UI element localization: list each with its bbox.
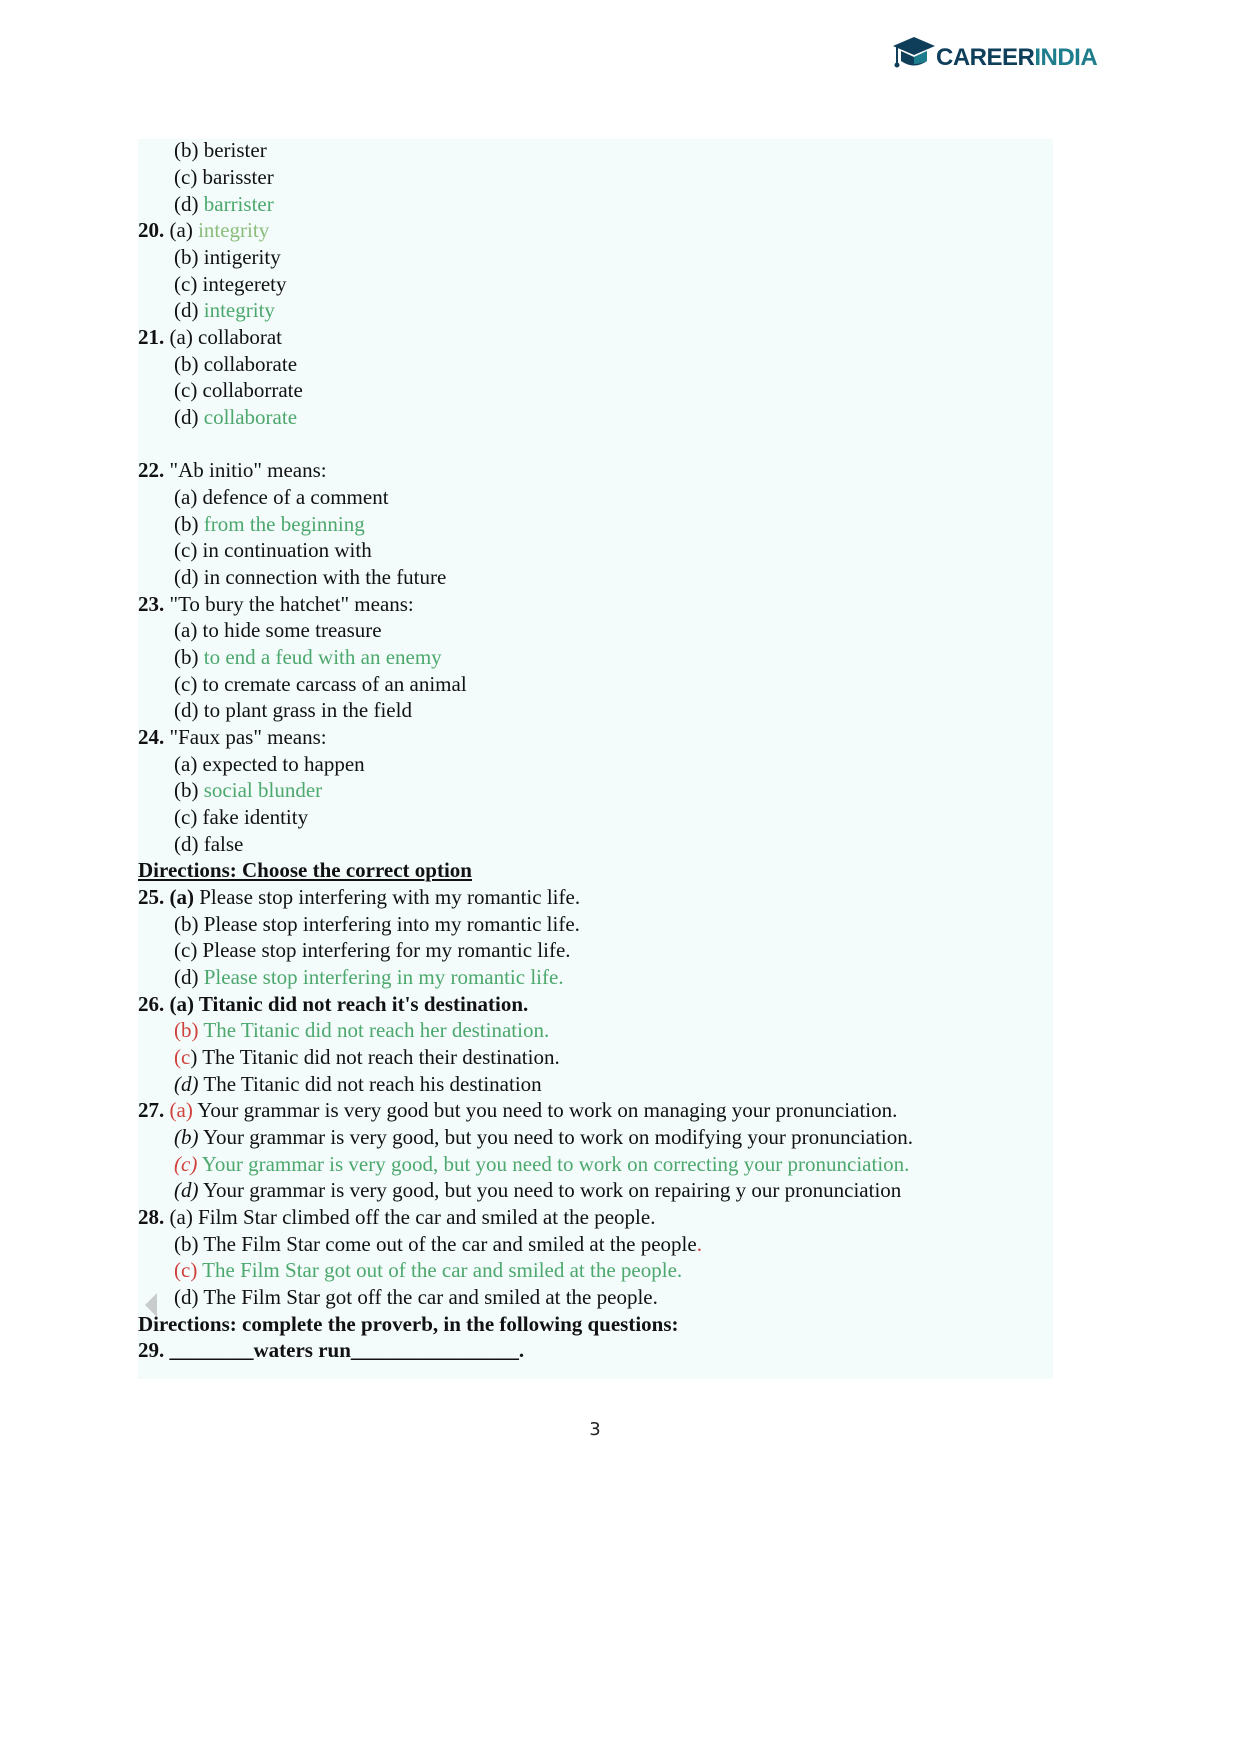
logo-text-career: CAREER — [936, 44, 1035, 71]
q24-question — [138, 724, 327, 751]
q27-option-d-text: Your grammar is very good, but you need to work on repairing y our pronunciation — [198, 1178, 902, 1202]
q28-option-a — [138, 1204, 655, 1231]
q25-number: 25. — [138, 885, 165, 909]
question-panel — [138, 139, 1053, 1379]
q21-answer: collaborate — [203, 405, 298, 429]
q26-number: 26. — [138, 992, 165, 1016]
q20-option-a-text: integrity — [198, 218, 270, 242]
q21-option-d — [174, 404, 297, 431]
q20-answer: integrity — [203, 298, 275, 322]
q25-answer: Please stop interfering in my romantic life. — [203, 965, 564, 989]
logo-wordmark — [936, 44, 1097, 72]
q28-option-b-text: (b) The Film Star come out of the car and smiled at the people — [174, 1232, 697, 1256]
q24-option-a: (a) expected to happen — [174, 752, 365, 776]
q22-number: 22. — [138, 458, 165, 482]
careerindia-logo — [892, 34, 1098, 84]
q24-answer: social blunder — [203, 778, 323, 802]
q27-option-b — [174, 1124, 913, 1151]
q25-option-a-text: Please stop interfering with my romantic life. — [194, 885, 581, 909]
q22-option-b — [174, 511, 365, 538]
q21-number: 21. — [138, 325, 165, 349]
q26-option-a-text: (a) Titanic did not reach it's destination. — [164, 992, 529, 1016]
q20-option-d — [174, 297, 275, 324]
q19-option-b: (b) berister — [174, 138, 267, 162]
q24-option-b-label: (b) — [174, 778, 204, 802]
q21-option-a-text: (a) collaborat — [164, 325, 283, 349]
q29-number: 29. — [138, 1338, 165, 1362]
q25-option-d — [174, 964, 564, 991]
q23-option-b — [174, 644, 442, 671]
q24-question-text: "Faux pas" means: — [164, 725, 327, 749]
q26-option-c — [174, 1044, 560, 1071]
q27-answer: Your grammar is very good, but you need to work on correcting your pronunciation. — [197, 1152, 910, 1176]
q26-option-d-text: The Titanic did not reach his destination — [198, 1072, 542, 1096]
directions-heading-1: Directions: Choose the correct option — [138, 858, 472, 882]
q29-question-text: ________waters run________________. — [164, 1338, 525, 1362]
q22-option-b-label: (b) — [174, 512, 204, 536]
q28-option-c-label: (c) — [174, 1258, 198, 1282]
q28-option-c — [174, 1257, 682, 1284]
q25-option-d-label: (d) — [174, 965, 204, 989]
q21-option-d-label: (d) — [174, 405, 204, 429]
q25-option-b: (b) Please stop interfering into my romantic life. — [174, 912, 580, 936]
q27-option-a-label: (a) — [164, 1098, 193, 1122]
q21-option-b: (b) collaborate — [174, 352, 298, 376]
q23-option-b-label: (b) — [174, 645, 204, 669]
q20-option-c: (c) integerety — [174, 272, 287, 296]
q27-option-b-label: (b) — [174, 1125, 199, 1149]
q22-option-c: (c) in continuation with — [174, 538, 372, 562]
q27-option-d-label: (d) — [174, 1178, 199, 1202]
q27-number: 27. — [138, 1098, 165, 1122]
q26-option-d — [174, 1071, 542, 1098]
q20-option-b: (b) intigerity — [174, 245, 281, 269]
q28-option-d: (d) The Film Star got off the car and smiled at the people. — [174, 1285, 658, 1309]
q26-option-a — [138, 991, 528, 1018]
q24-option-c: (c) fake identity — [174, 805, 309, 829]
q27-option-c-label: (c) — [174, 1152, 198, 1176]
q23-question-text: "To bury the hatchet" means: — [164, 592, 414, 616]
q20-option-d-label: (d) — [174, 298, 204, 322]
q26-option-c-text: ) The Titanic did not reach their destination. — [190, 1045, 560, 1069]
q20-number: 20. — [138, 218, 165, 242]
q19-option-d-label: (d) — [174, 192, 204, 216]
q23-option-d: (d) to plant grass in the field — [174, 698, 412, 722]
q28-option-a-text: (a) Film Star climbed off the car and smiled at the people. — [164, 1205, 656, 1229]
q22-option-d: (d) in connection with the future — [174, 565, 447, 589]
q23-number: 23. — [138, 592, 165, 616]
q26-option-d-label: (d) — [174, 1072, 199, 1096]
triangle-marker-icon — [145, 1293, 157, 1317]
q19-option-d — [174, 191, 274, 218]
q26-answer: The Titanic did not reach her destination. — [198, 1018, 550, 1042]
q26-option-b — [174, 1017, 549, 1044]
q28-option-b-period: . — [696, 1232, 702, 1256]
q22-option-a: (a) defence of a comment — [174, 485, 389, 509]
q26-option-c-label: (c — [174, 1045, 191, 1069]
q26-option-b-label: (b) — [174, 1018, 199, 1042]
q21-option-c: (c) collaborrate — [174, 378, 303, 402]
q21-option-a — [138, 324, 282, 351]
q28-option-b — [174, 1231, 702, 1258]
q27-option-a — [138, 1097, 897, 1124]
q27-option-d — [174, 1177, 901, 1204]
q25-option-a — [138, 884, 580, 911]
q19-answer: barrister — [203, 192, 274, 216]
q24-number: 24. — [138, 725, 165, 749]
q23-option-a: (a) to hide some treasure — [174, 618, 382, 642]
directions-heading-2: Directions: complete the proverb, in the following questions: — [138, 1312, 679, 1336]
q20-option-a — [138, 217, 269, 244]
q22-question-text: "Ab initio" means: — [164, 458, 327, 482]
q28-answer: The Film Star got out of the car and smiled at the people. — [197, 1258, 683, 1282]
q23-answer: to end a feud with an enemy — [203, 645, 442, 669]
page-number: 3 — [589, 1419, 601, 1440]
graduation-cap-icon — [892, 34, 936, 80]
q27-option-c — [174, 1151, 909, 1178]
logo-text-india: INDIA — [1034, 44, 1098, 71]
q20-option-a-label: (a) — [164, 218, 199, 242]
q22-answer: from the beginning — [203, 512, 365, 536]
q24-option-d: (d) false — [174, 832, 244, 856]
q24-option-b — [174, 777, 322, 804]
q23-question — [138, 591, 414, 618]
q29-question — [138, 1337, 524, 1364]
q19-option-c: (c) barisster — [174, 165, 274, 189]
q22-question — [138, 457, 327, 484]
q28-number: 28. — [138, 1205, 165, 1229]
q25-option-c: (c) Please stop interfering for my romantic life. — [174, 938, 571, 962]
q27-option-a-text: Your grammar is very good but you need to work on managing your pronunciation. — [192, 1098, 898, 1122]
q25-option-a-label: (a) — [164, 885, 194, 909]
q23-option-c: (c) to cremate carcass of an animal — [174, 672, 467, 696]
q27-option-b-text: Your grammar is very good, but you need to work on modifying your pronunciation. — [198, 1125, 913, 1149]
